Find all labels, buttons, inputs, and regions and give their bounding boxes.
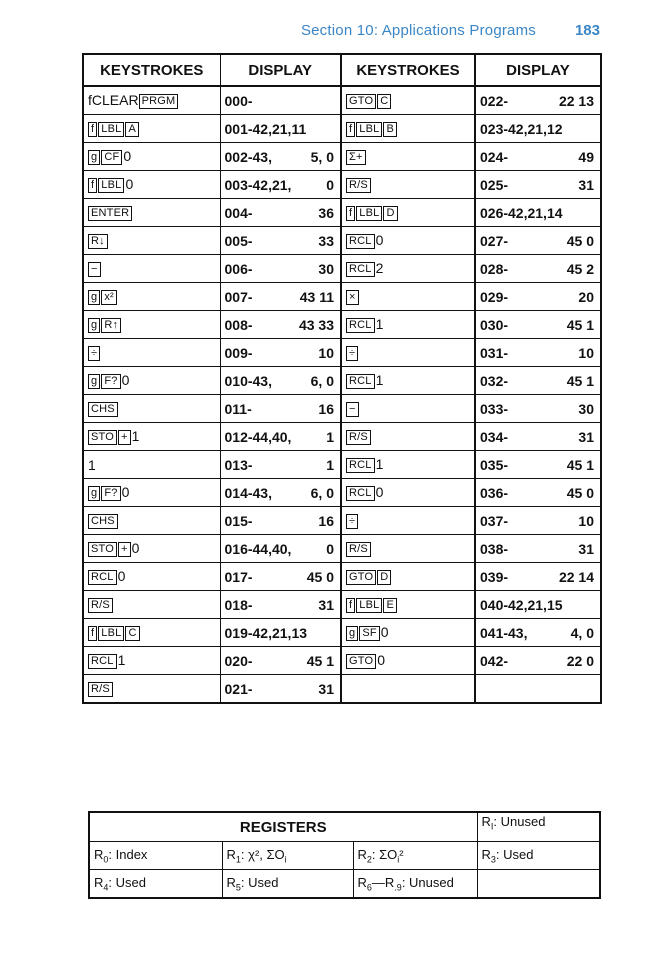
registers-title: REGISTERS [89,812,477,842]
keystrokes-cell [341,86,475,115]
key-cap: f [88,122,97,137]
key-cap: RCL [346,486,375,501]
table-header-row [83,54,601,86]
key-cap: − [346,402,359,417]
display-cell [475,283,601,311]
display-step: 032- [480,372,509,389]
display-cell [220,143,341,171]
display-step: 030- [480,316,509,333]
key-cap: g [88,486,100,501]
display-cell [475,143,601,171]
key-cap: R/S [346,542,371,557]
display-step: 027- [480,232,509,249]
key-cap: GTO [346,94,376,109]
display-cell [220,255,341,283]
table-row [83,367,601,395]
key-text: 0 [375,232,384,248]
key-cap: LBL [98,122,124,137]
table-row [83,255,601,283]
display-cell [475,395,601,423]
display-step: 024- [480,148,509,165]
display-step: 025- [480,176,509,193]
keystrokes-cell [83,479,220,507]
display-step: 041-43, [480,624,528,641]
key-cap: LBL [356,206,382,221]
register-r0: $R_0$: Index [89,842,222,870]
key-cap: RCL [346,262,375,277]
display-cell [475,199,601,227]
display-step: 022- [480,92,509,109]
key-text: 0 [117,568,126,584]
key-cap: RCL [88,654,117,669]
display-code: 45 0 [566,484,594,501]
key-cap: + [118,430,131,445]
display-cell [475,535,601,563]
key-text: 1 [117,652,126,668]
display-cell [475,563,601,591]
display-code: 0 [326,540,334,557]
table-row [83,143,601,171]
key-cap: RCL [346,318,375,333]
keystrokes-cell [341,339,475,367]
keystrokes-cell [341,591,475,619]
key-cap: STO [88,430,117,445]
display-code: 45 0 [566,232,594,249]
display-code: 1 [326,428,334,445]
register-r1: $R_1$: χ², $\Sigma O_i$ [222,842,353,870]
header-display-1: DISPLAY [220,54,341,86]
display-cell [220,563,341,591]
key-cap: f [88,178,97,193]
key-cap: ÷ [346,514,358,529]
display-code: 45 1 [566,316,594,333]
key-cap: g [88,290,100,305]
table-row [83,171,601,199]
keystrokes-cell [341,563,475,591]
keystrokes-cell [341,227,475,255]
keystrokes-cell [341,535,475,563]
display-step: 036- [480,484,509,501]
key-cap: R/S [88,682,113,697]
display-code: 4, 0 [570,624,594,641]
table-row [83,86,601,115]
program-table [82,53,602,704]
display-code: 22 13 [558,92,594,109]
display-code: 36 [318,204,334,221]
key-cap: + [118,542,131,557]
keystrokes-cell [341,283,475,311]
display-cell [220,367,341,395]
keystrokes-cell [83,339,220,367]
display-step: 035- [480,456,509,473]
key-cap: PRGM [139,94,179,109]
keystrokes-cell [83,647,220,675]
display-cell [220,451,341,479]
table-row [83,199,601,227]
keystrokes-cell [341,479,475,507]
key-text: CLEAR [91,92,139,108]
display-code: 22 14 [558,568,594,585]
key-text: 1 [375,316,384,332]
display-cell [475,451,601,479]
display-cell [220,675,341,704]
registers-row [89,842,600,870]
key-text: 0 [121,484,130,500]
table-row [83,395,601,423]
table-row [83,311,601,339]
display-step: 038- [480,540,509,557]
display-code: 43 11 [299,288,334,305]
table-row [83,339,601,367]
display-cell [475,675,601,704]
display-cell [220,647,341,675]
key-text: 0 [131,540,140,556]
key-cap: LBL [356,598,382,613]
keystrokes-cell [83,507,220,535]
display-step: 028- [480,260,509,277]
header-keystrokes-1: KEYSTROKES [83,54,220,86]
key-text: 0 [123,148,132,164]
display-step: 037- [480,512,509,529]
display-step: 016-44,40, [224,540,292,557]
register-r5: $R_5$: Used [222,870,353,899]
display-step: 007- [224,288,253,305]
display-cell [475,115,601,143]
table-row [83,451,601,479]
keystrokes-cell [83,283,220,311]
table-row [83,535,601,563]
key-cap: f [346,122,355,137]
display-step: 002-43, [224,148,272,165]
key-cap: GTO [346,654,376,669]
display-cell [220,619,341,647]
key-cap: STO [88,542,117,557]
keystrokes-cell [83,451,220,479]
key-text: 0 [380,624,389,640]
header-keystrokes-2: KEYSTROKES [341,54,475,86]
display-code: 22 0 [566,652,594,669]
display-code: 30 [318,260,334,277]
display-step: 003-42,21, [224,176,292,193]
display-cell [475,423,601,451]
keystrokes-cell [83,255,220,283]
display-cell [220,339,341,367]
display-step: 021- [224,680,253,697]
key-cap: f [346,598,355,613]
key-cap: LBL [356,122,382,137]
keystrokes-cell [341,619,475,647]
display-cell [475,619,601,647]
key-text: 2 [375,260,384,276]
key-text: 0 [377,652,386,668]
display-cell [475,507,601,535]
program-table-body [83,86,601,703]
section-title: Section 10: Applications Programs [300,22,536,39]
keystrokes-cell [83,115,220,143]
keystrokes-cell [83,86,220,115]
display-cell [475,339,601,367]
key-cap: − [88,262,101,277]
keystrokes-cell [83,367,220,395]
key-cap: C [377,94,391,109]
display-step: 026-42,21,14 [480,204,563,221]
display-cell [220,507,341,535]
display-code: 43 33 [298,316,334,333]
table-row [83,675,601,704]
display-cell [220,479,341,507]
display-cell [220,591,341,619]
keystrokes-cell [341,675,475,704]
register-ri: $R_I$: Unused [477,812,600,842]
display-step: 034- [480,428,509,445]
display-step: 004- [224,204,253,221]
table-row [83,283,601,311]
display-cell [220,423,341,451]
display-code: 6, 0 [310,484,334,501]
key-cap: CHS [88,514,118,529]
display-cell [475,367,601,395]
header-display-2: DISPLAY [475,54,601,86]
display-step: 039- [480,568,509,585]
key-cap: F? [101,486,120,501]
table-row [83,479,601,507]
display-cell [475,591,601,619]
display-step: 011- [224,400,252,417]
display-code: 10 [318,344,334,361]
key-cap: Σ+ [346,150,366,165]
page-number: 183 [574,22,600,39]
keystrokes-cell [83,423,220,451]
key-cap: ENTER [88,206,132,221]
keystrokes-cell [83,591,220,619]
display-step: 029- [480,288,509,305]
display-cell [220,283,341,311]
display-step: 015- [224,512,253,529]
keystrokes-cell [83,227,220,255]
keystrokes-cell [83,199,220,227]
keystrokes-cell [341,143,475,171]
display-step: 010-43, [224,372,272,389]
display-code: 10 [578,344,594,361]
display-code: 20 [578,288,594,305]
keystrokes-cell [341,255,475,283]
display-code: 33 [318,232,334,249]
keystrokes-cell [83,395,220,423]
display-cell [475,311,601,339]
key-text: 1 [88,456,96,473]
register-r2: $R_2$: $\Sigma O_i^2$ [353,842,477,870]
key-cap: RCL [346,234,375,249]
key-text: 0 [375,484,384,500]
keystrokes-cell [83,143,220,171]
key-cap: B [383,122,397,137]
display-step: 006- [224,260,253,277]
key-cap: R↑ [101,318,121,333]
keystrokes-cell [341,199,475,227]
display-step: 012-44,40, [224,428,292,445]
keystrokes-cell [341,507,475,535]
display-cell [220,395,341,423]
display-cell [220,535,341,563]
display-code: 31 [578,540,594,557]
display-code: 45 1 [306,652,334,669]
display-code: 45 1 [566,372,594,389]
display-code: 45 0 [306,568,334,585]
display-step: 000- [224,92,253,109]
display-step: 005- [224,232,253,249]
key-cap: ÷ [346,346,358,361]
key-cap: g [88,318,100,333]
key-cap: R/S [88,598,113,613]
display-step: 031- [480,344,509,361]
page-header [0,22,600,42]
key-cap: F? [101,374,120,389]
keystrokes-cell [341,451,475,479]
register-r4: $R_4$: Used [89,870,222,899]
key-cap: RCL [346,374,375,389]
display-code: 45 1 [566,456,594,473]
keystrokes-cell [341,367,475,395]
register-r3: $R_3$: Used [477,842,600,870]
display-code: 16 [318,400,334,417]
keystrokes-cell [83,675,220,704]
key-cap: R/S [346,178,371,193]
display-code: 30 [578,400,594,417]
display-code: 1 [326,456,334,473]
keystrokes-cell [83,619,220,647]
key-cap: A [125,122,139,137]
key-cap: CF [101,150,122,165]
register-r6: $R_6—R_{.9}$: Unused [353,870,477,899]
table-row [83,227,601,255]
table-row [83,423,601,451]
display-code: 10 [578,512,594,529]
key-cap: f [88,626,97,641]
table-row [83,619,601,647]
key-cap: CHS [88,402,118,417]
key-cap: g [346,626,358,641]
keystrokes-cell [341,395,475,423]
keystrokes-cell [83,535,220,563]
registers-header-row [89,812,600,842]
display-cell [475,479,601,507]
key-text: f [88,92,92,108]
keystrokes-cell [83,311,220,339]
key-cap: LBL [98,626,124,641]
table-row [83,563,601,591]
display-cell [475,171,601,199]
display-step: 008- [224,316,253,333]
key-cap: RCL [346,458,375,473]
display-cell [220,115,341,143]
table-row [83,507,601,535]
keystrokes-cell [341,647,475,675]
display-code: 31 [578,428,594,445]
registers-row [89,870,600,899]
key-cap: RCL [88,570,117,585]
key-cap: GTO [346,570,376,585]
display-step: 020- [224,652,253,669]
key-text: 0 [121,372,130,388]
key-cap: R↓ [88,234,108,249]
display-code: 31 [318,680,334,697]
key-cap: SF [359,626,379,641]
table-row [83,115,601,143]
display-step: 014-43, [224,484,272,501]
key-text: 1 [375,372,384,388]
display-cell [220,311,341,339]
key-cap: g [88,374,100,389]
keystrokes-cell [83,171,220,199]
display-code: 49 [578,148,594,165]
display-code: 31 [578,176,594,193]
keystrokes-cell [341,115,475,143]
display-code: 16 [318,512,334,529]
display-step: 040-42,21,15 [480,596,563,613]
display-code: 6, 0 [310,372,334,389]
keystrokes-cell [341,311,475,339]
display-cell [220,227,341,255]
display-step: 013- [224,456,253,473]
key-cap: D [377,570,391,585]
key-cap: × [346,290,359,305]
display-step: 009- [224,344,253,361]
keystrokes-cell [83,563,220,591]
key-cap: f [346,206,355,221]
display-step: 001-42,21,11 [224,120,307,137]
display-step: 023-42,21,12 [480,120,563,137]
display-cell [475,647,601,675]
display-code: 0 [326,176,334,193]
display-cell [475,255,601,283]
display-cell [220,199,341,227]
key-cap: R/S [346,430,371,445]
key-cap: D [383,206,397,221]
display-cell [220,86,341,115]
table-row [83,647,601,675]
key-cap: x² [101,290,117,305]
display-code: 31 [318,596,334,613]
key-cap: LBL [98,178,124,193]
display-step: 033- [480,400,509,417]
keystrokes-cell [341,171,475,199]
key-text: 1 [131,428,140,444]
display-step: 042- [480,652,509,669]
keystrokes-cell [341,423,475,451]
key-cap: C [125,626,139,641]
display-code: 45 2 [566,260,594,277]
display-cell [220,171,341,199]
display-cell [475,86,601,115]
registers-table [88,811,601,899]
display-code: 5, 0 [310,148,334,165]
key-cap: ÷ [88,346,100,361]
key-cap: E [383,598,397,613]
table-row [83,591,601,619]
display-step: 017- [224,568,253,585]
key-cap: g [88,150,100,165]
display-cell [475,227,601,255]
register-empty [477,870,600,899]
display-step: 019-42,21,13 [224,624,308,641]
key-text: 0 [125,176,134,192]
key-text: 1 [375,456,384,472]
display-step: 018- [224,596,253,613]
